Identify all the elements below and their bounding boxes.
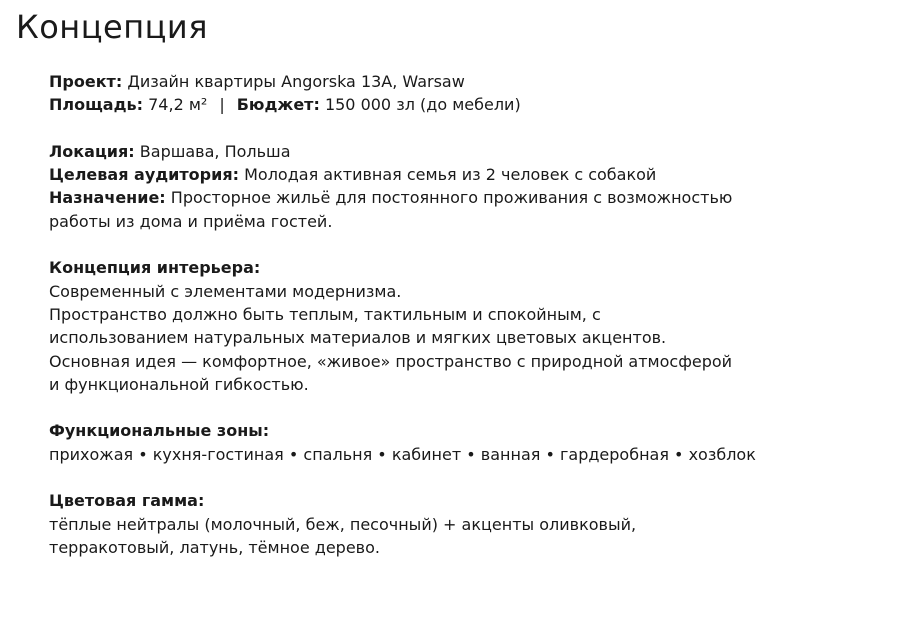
audience-label: Целевая аудитория: — [49, 165, 239, 185]
separator: | — [219, 95, 225, 115]
palette-heading: Цветовая гамма: — [49, 491, 205, 511]
zones-heading: Функциональные зоны: — [49, 421, 270, 441]
interior-concept-line: Основная идея — комфортное, «живое» пространство с природной атмосферой — [49, 351, 733, 371]
purpose-value-line2: работы из дома и приёма гостей. — [49, 211, 333, 231]
zones-list: прихожая • кухня-гостиная • спальня • кабинет • ванная • гардеробная • хозблок — [49, 444, 756, 464]
area-value: 74,2 м² — [148, 95, 208, 115]
purpose-label: Назначение: — [49, 188, 166, 208]
interior-concept-line: использованием натуральных материалов и мягких цветовых акцентов. — [49, 328, 667, 348]
location-value: Варшава, Польша — [139, 141, 291, 161]
area-label: Площадь: — [49, 95, 144, 115]
budget-value: 150 000 зл (до мебели) — [324, 95, 521, 115]
interior-concept-heading: Концепция интерьера: — [49, 258, 261, 278]
interior-concept-line: Пространство должно быть теплым, тактильным и спокойным, с — [49, 304, 601, 324]
project-value: Дизайн квартиры Angorska 13A, Warsaw — [127, 72, 465, 91]
location-label: Локация: — [49, 141, 135, 161]
audience-value: Молодая активная семья из 2 человек с собакой — [244, 165, 657, 185]
palette-line: терракотовый, латунь, тёмное дерево. — [49, 537, 380, 557]
area-budget-line — [49, 93, 879, 116]
location-line — [49, 140, 879, 163]
audience-line — [49, 163, 879, 186]
budget-label: Бюджет: — [236, 95, 320, 115]
page-title: Концепция — [16, 8, 208, 46]
interior-concept-line: и функциональной гибкостью. — [49, 374, 309, 394]
project-line — [49, 70, 879, 93]
interior-concept-line: Современный с элементами модернизма. — [49, 281, 402, 301]
palette-line: тёплые нейтралы (молочный, беж, песочный) + акценты оливковый, — [49, 514, 637, 534]
project-label: Проект: — [49, 72, 123, 91]
concept-content — [49, 70, 879, 559]
purpose-value-line1: Просторное жильё для постоянного проживания с возможностью — [170, 188, 733, 208]
purpose-line — [49, 186, 879, 209]
